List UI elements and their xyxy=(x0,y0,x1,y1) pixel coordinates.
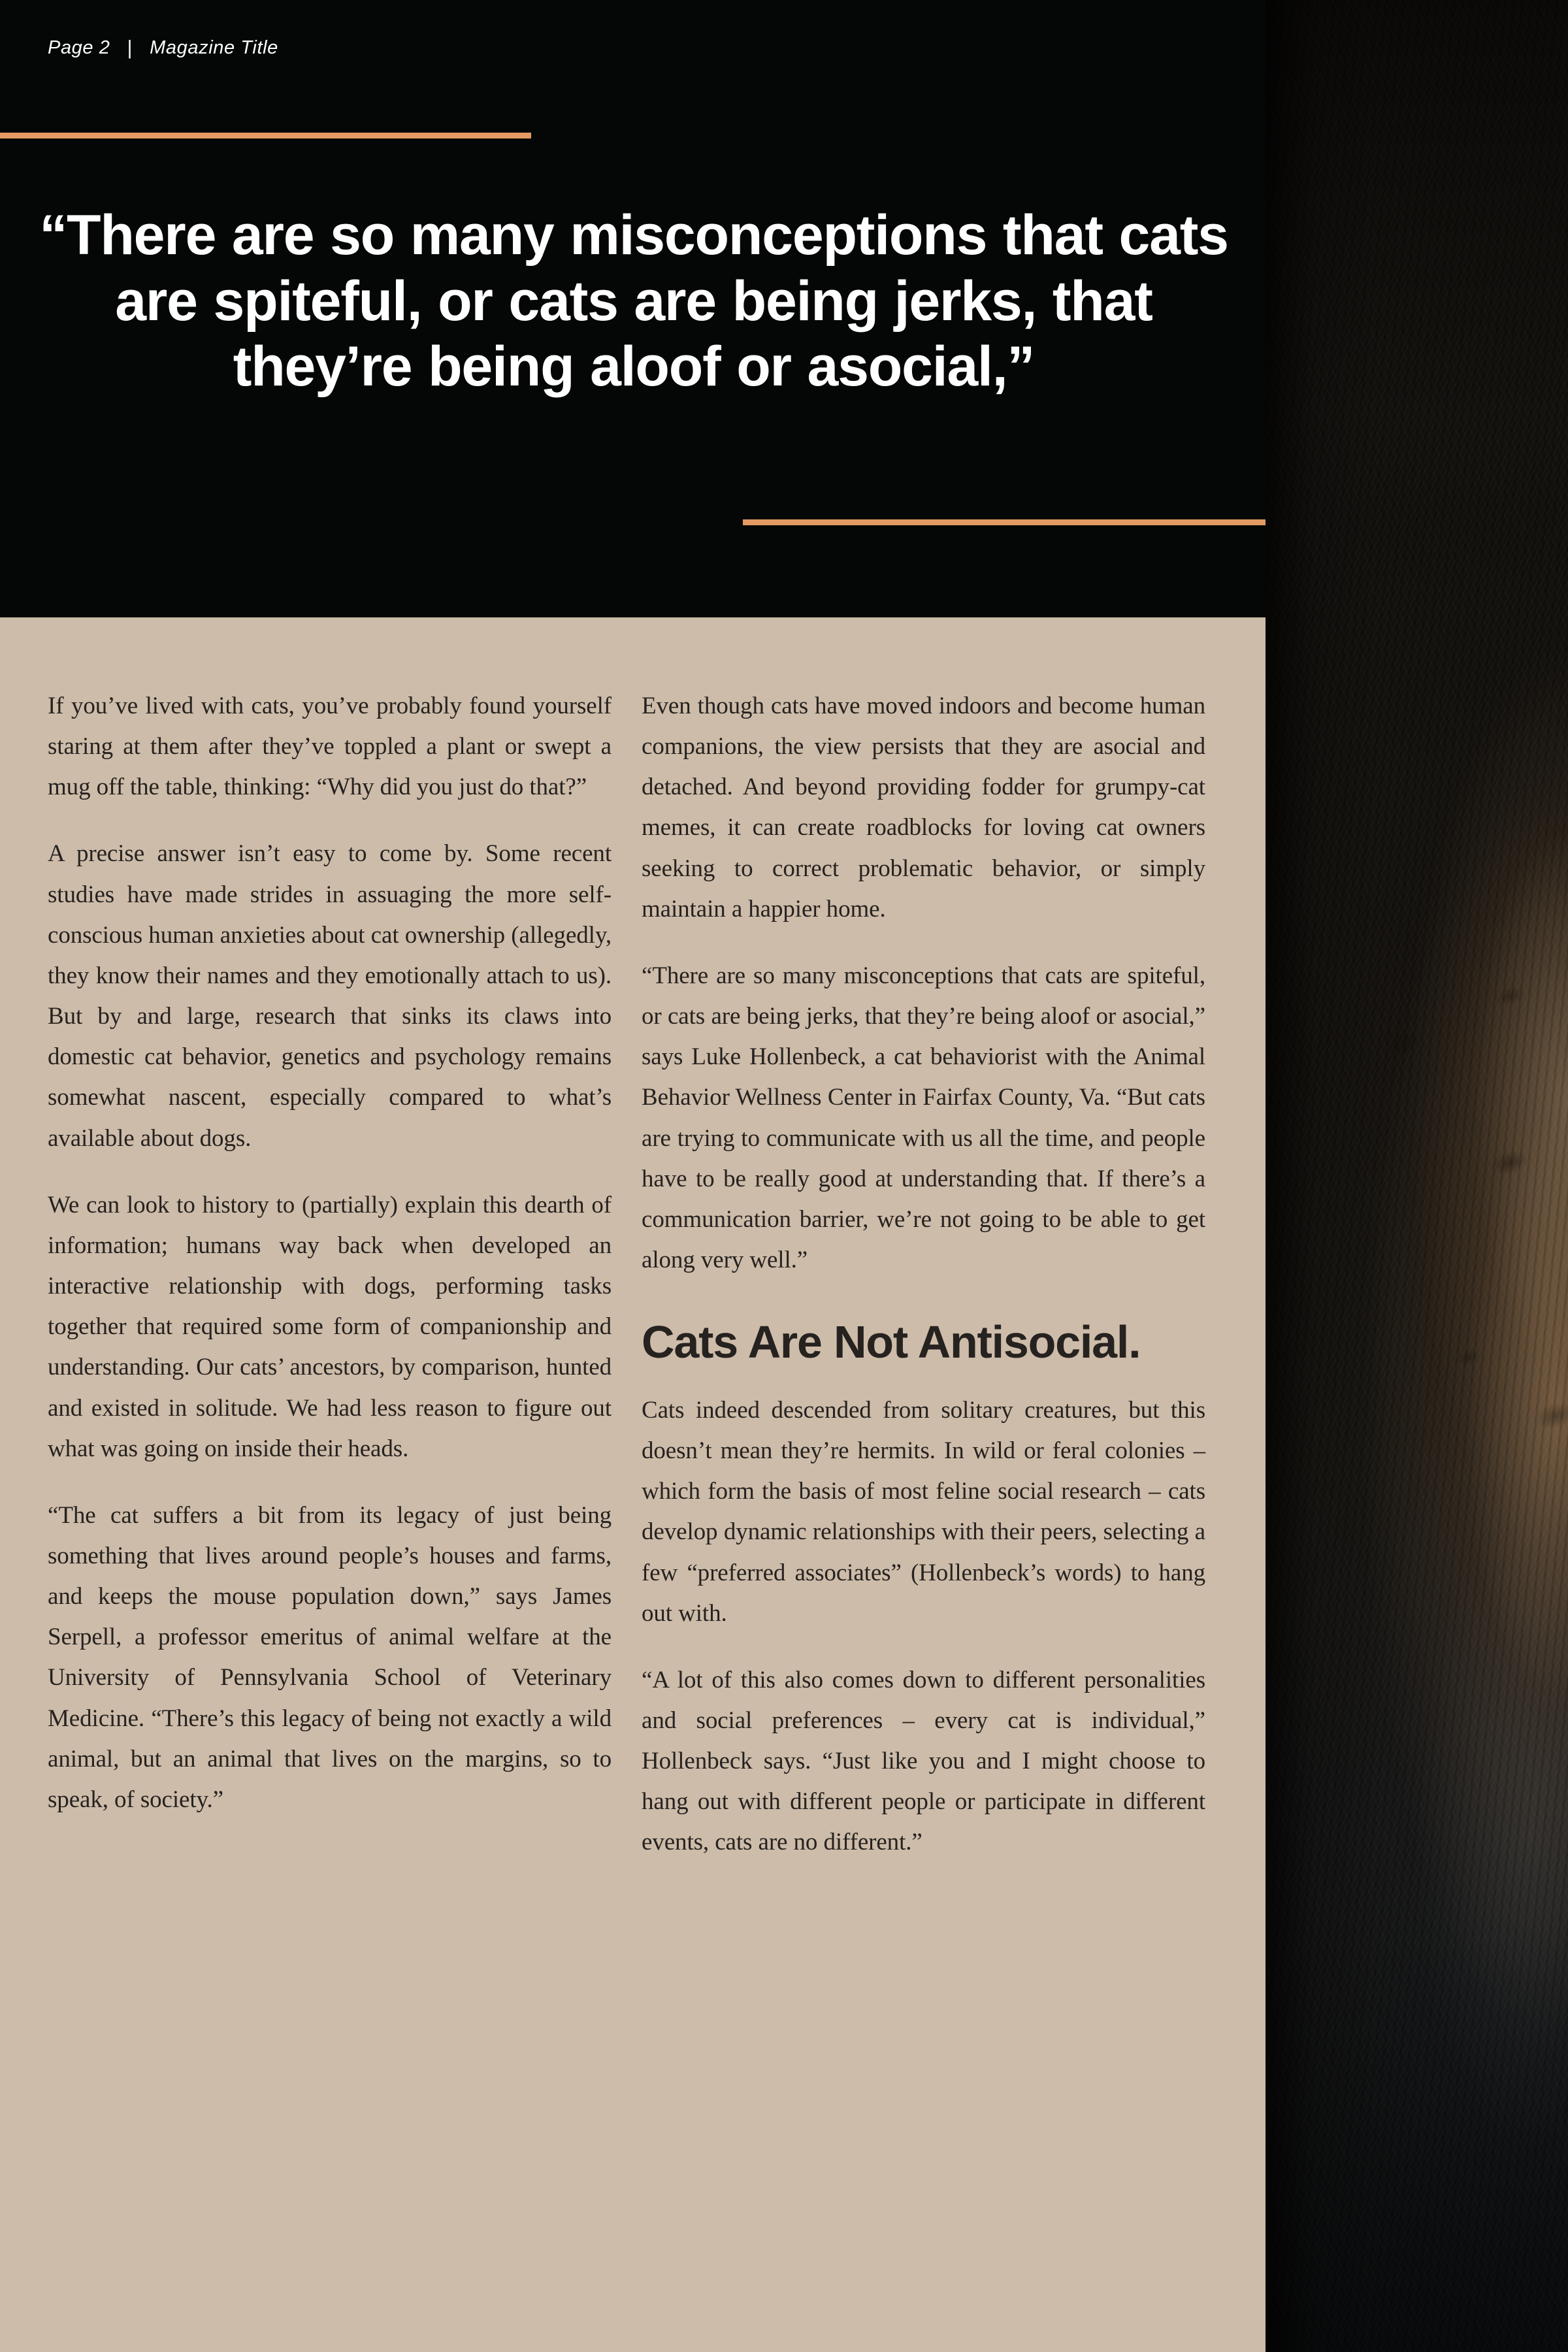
photo-vignette xyxy=(1266,0,1568,2352)
right-column xyxy=(642,686,1205,1863)
pull-quote: “There are so many misconceptions that cats are spiteful, or cats are being jerks, that they’re being aloof or asocial,” xyxy=(39,204,1228,399)
running-head-separator: | xyxy=(127,36,133,59)
article-panel xyxy=(0,617,1266,2352)
section-heading: Cats Are Not Antisocial. xyxy=(642,1316,1141,1368)
cat-photo xyxy=(1266,0,1568,2352)
article-columns xyxy=(48,686,1205,1863)
left-column xyxy=(48,686,612,1820)
paragraph: Cats indeed descended from solitary creatures, but this doesn’t mean they’re hermits. In wild or feral colonies –which form the basis of most feline social research – cats develop dynamic relationships with their peers, selecting a few “preferred associates” (Hollenbeck’s words) to hang out with. xyxy=(642,1396,1205,1627)
magazine-title: Magazine Title xyxy=(150,37,278,58)
bottom-accent-rule xyxy=(743,519,1266,525)
paragraph: “A lot of this also comes down to different personalities and social preferences – every cat is individual,” Hollenbeck says. “Just like you and I might choose to hang out with different people or participate in different events, cats are no different.” xyxy=(642,1666,1205,1856)
paragraph: “There are so many misconceptions that cats are spiteful, or cats are being jerks, that they’re being aloof or asocial,” says Luke Hollenbeck, a cat behaviorist with the Animal Behavior Wellness Center in Fairfax County, Va. “But cats are trying to communicate with us all the time, and people have to be really good at understanding that. If there’s a communication barrier, we’re not going to be able to get along very well.” xyxy=(642,962,1205,1274)
masthead-band xyxy=(0,0,1266,617)
paragraph: Even though cats have moved indoors and become human companions, the view persists that they are asocial and detached. And beyond providing fodder for grumpy-cat memes, it can create roadblocks for loving cat owners seeking to correct problematic behavior, or simply maintain a happier home. xyxy=(642,693,1205,923)
top-accent-rule xyxy=(0,133,531,139)
paragraph: A precise answer isn’t easy to come by. Some recent studies have made strides in assuaging the more self-conscious human anxieties about cat ownership (allegedly, they know their names and they emotionally attach to us). But by and large, research that sinks its claws into domestic cat behavior, genetics and psychology remains somewhat nascent, especially compared to what’s available about dogs. xyxy=(48,840,612,1152)
page-number-label: Page 2 xyxy=(48,37,110,58)
running-head xyxy=(48,36,278,59)
paragraph: We can look to history to (partially) explain this dearth of information; humans way back when developed an interactive relationship with dogs, performing tasks together that required some form of companionship and understanding. Our cats’ ancestors, by comparison, hunted and existed in solitude. We had less reason to figure out what was going on inside their heads. xyxy=(48,1191,612,1462)
paragraph: If you’ve lived with cats, you’ve probably found yourself staring at them after they’ve toppled a plant or swept a mug off the table, thinking: “Why did you just do that?” xyxy=(48,693,612,801)
paragraph: “The cat suffers a bit from its legacy of just being something that lives around people’s houses and farms, and keeps the mouse population down,” says James Serpell, a professor emeritus of animal welfare at the University of Pennsylvania School of Veterinary Medicine. “There’s this legacy of being not exactly a wild animal, but an animal that lives on the margins, so to speak, of society.” xyxy=(48,1501,612,1813)
